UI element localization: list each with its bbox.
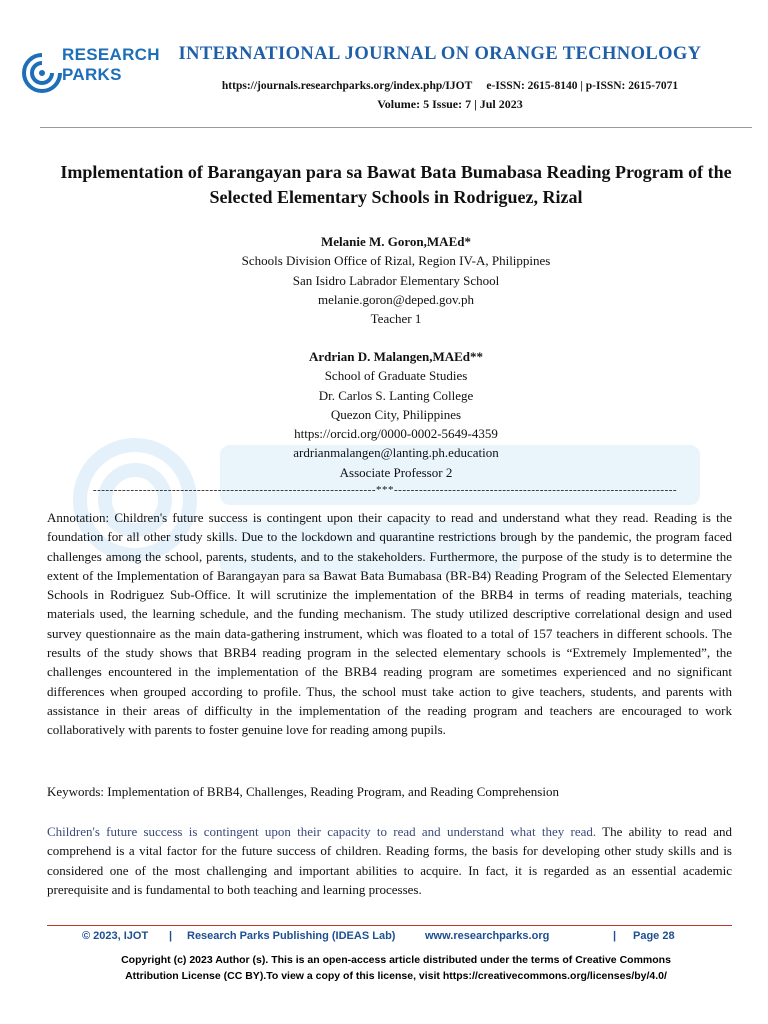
footer-separator: | — [169, 930, 173, 942]
intro-highlight-sentence: Children's future success is contingent upon their capacity to read and understand what they read. — [47, 824, 597, 839]
author-position: Associate Professor 2 — [339, 464, 453, 480]
author-block-1 — [40, 232, 752, 328]
journal-title: INTERNATIONAL JOURNAL ON ORANGE TECHNOLOGY — [178, 44, 702, 64]
author-location: Quezon City, Philippines — [330, 406, 462, 422]
footer-publisher: Research Parks Publishing (IDEAS Lab) — [187, 930, 396, 942]
journal-meta-line: https://journals.researchparks.org/index.php/IJOT e-ISSN: 2615-8140 | p-ISSN: 2615-7071 — [221, 80, 679, 92]
author-orcid: https://orcid.org/0000-0002-5649-4359 — [294, 426, 498, 442]
author-name: Ardrian D. Malangen,MAEd** — [308, 349, 484, 364]
author-email: melanie.goron@deped.gov.ph — [318, 291, 474, 307]
paper-title: Implementation of Barangayan para sa Bawat Bata Bumabasa Reading Program of the Selected Elementary Schools in Rodriguez, Rizal — [60, 162, 732, 207]
keywords-line: Keywords: Implementation of BRB4, Challenges, Reading Program, and Reading Comprehension — [47, 784, 559, 799]
header-divider — [40, 127, 752, 128]
author-position: Teacher 1 — [370, 311, 422, 327]
footer-copyright-year: © 2023, IJOT — [82, 930, 149, 942]
copyright-notice — [40, 952, 752, 984]
copyright-line-1: Copyright (c) 2023 Author (s). This is an open-access article distributed under the terms of Creative Commons — [121, 954, 671, 966]
copyright-line-2: Attribution License (CC BY).To view a copy of this license, visit https://creativecommons.org/licenses/by/4.0/ — [125, 970, 667, 982]
logo-text-research: RESEARCH — [62, 45, 160, 64]
footer-page-number: Page 28 — [633, 930, 675, 942]
logo-text-parks: PARKS — [62, 65, 122, 84]
abstract-paragraph: Annotation: Children's future success is contingent upon their capacity to read and understand what they read. Reading is the foundation for all other study skills. Due to the lockdown and quarantine restrictions brough by the pandemic, the program faced challenges among the school, parents, students, and to the stakeholders. Furthermore, the purpose of the study is to determine the extent of the Implementation of Barangayan para sa Bawat Bata Bumabasa (BR-B4) Reading Program of the Selected Elementary Schools in Rodriguez Sub-Office. It will scrutinize the implementation of the BRB4 in terms of reading materials, teaching materials used, the learning schedule, and the funding mechanism. The study utilized descriptive correlational design and used survey questionnaire as the main data-gathering instrument, which was floated to a total of 157 teachers in different schools. The results of the study shows that BRB4 reading program in the selected elementary schools is “Extremely Implemented”, the challenges encountered in the implementation of the BRB4 reading program are sometimes experienced and no significant differences when grouped according to profile. Thus, the school must take action to give teachers, students, and parents with assistance in their areas of difficulty in the implementation of the reading program and teachers are encouraged to work collaboratively with parents to foster genuine love for reading among pupils. — [47, 510, 732, 738]
section-divider: --------------------------------------------------------------------***-------------------------------------------------------------------- — [92, 484, 678, 496]
research-parks-logo-icon — [20, 45, 64, 105]
author-college: Dr. Carlos S. Lanting College — [318, 387, 474, 403]
intro-rest: The ability to read and comprehend is a vital factor for the future success of children. Reading forms, the basis for developing other study skills and is considered one of the most challenging and important abilities to acquire. In fact, it is regarded as an essential academic prerequisite and is fundamental to both teaching and learning processes. — [47, 824, 732, 897]
volume-issue: Volume: 5 Issue: 7 | Jul 2023 — [377, 97, 523, 111]
footer-separator: | — [613, 930, 617, 942]
author-name: Melanie M. Goron,MAEd* — [321, 234, 471, 249]
footer-divider — [47, 925, 732, 926]
research-parks-logo — [20, 45, 160, 105]
author-affiliation: Schools Division Office of Rizal, Region IV-A, Philippines — [241, 253, 551, 269]
author-affiliation: School of Graduate Studies — [324, 368, 468, 384]
author-block-2 — [40, 347, 752, 482]
introduction-paragraph — [47, 822, 732, 899]
author-email: ardrianmalangen@lanting.ph.education — [293, 445, 499, 461]
footer-website-link[interactable]: www.researchparks.org — [425, 930, 550, 942]
author-school: San Isidro Labrador Elementary School — [292, 272, 500, 288]
